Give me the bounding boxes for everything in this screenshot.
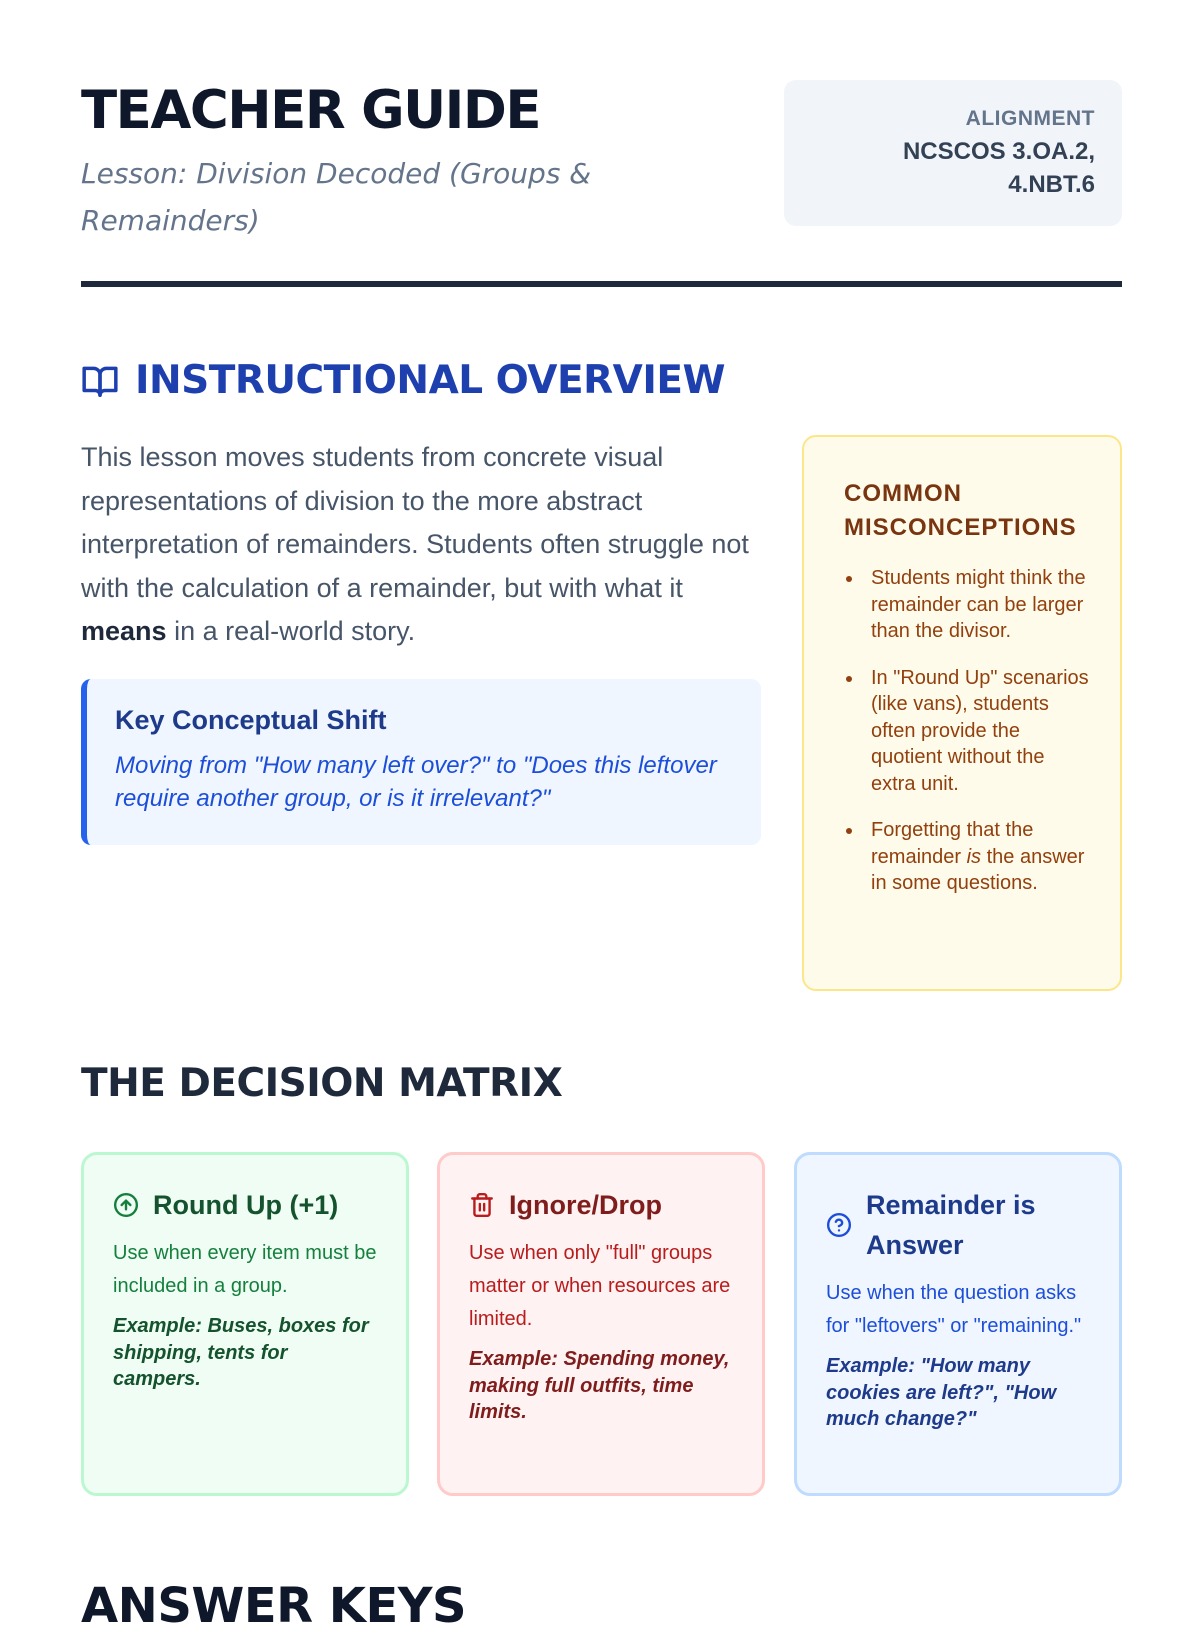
arrow-up-circle-icon [113,1192,139,1218]
ignore-drop-card [437,1152,765,1496]
misconception-item [844,817,1090,897]
card-description: Use when every item must be included in a group. [113,1242,377,1297]
alignment-value-line2: 4.NBT.6 [1008,171,1095,198]
misconception-item3-end: the answer in some questions. [871,845,1085,894]
card-title: Remainder is Answer [866,1190,1036,1260]
round-up-card [81,1152,409,1496]
misconception-item3-emphasis: is [966,845,982,868]
lesson-subtitle: Lesson: Division Decoded (Groups & Remainders) [81,157,592,237]
misconception-item: Students might think the remainder can be larger than the divisor. [844,565,1090,645]
misconceptions-box [802,435,1122,991]
key-shift-text: Moving from "How many left over?" to "Does this leftover require another group, or is it irrelevant?" [115,752,717,812]
answer-keys-heading: ANSWER KEYS [81,1578,467,1634]
book-open-icon [81,362,119,400]
overview-paragraph [81,436,761,654]
card-header [826,1185,1091,1265]
card-description: Use when the question asks for "leftovers" or "remaining." [826,1282,1082,1337]
misconception-item3-start: Forgetting that the remainder [871,819,1034,868]
misconceptions-list [844,565,1090,897]
key-shift-callout [81,679,761,845]
card-description: Use when only "full" groups matter or when resources are limited. [469,1242,731,1330]
overview-paragraph-emphasis: means [81,616,167,646]
alignment-label: ALIGNMENT [965,107,1095,130]
alignment-box [784,80,1122,226]
remainder-answer-card [794,1152,1122,1496]
card-example: Example: Spending money, making full outfits, time limits. [469,1348,730,1423]
card-title: Ignore/Drop [509,1190,662,1220]
help-circle-icon [826,1212,852,1238]
card-header [113,1185,378,1225]
card-example: Example: "How many cookies are left?", "How much change?" [826,1355,1057,1430]
overview-paragraph-end: in a real-world story. [166,616,416,646]
key-shift-title: Key Conceptual Shift [115,705,387,735]
page-title: TEACHER GUIDE [81,80,541,141]
header-divider [81,281,1122,287]
alignment-value [784,135,1095,201]
alignment-value-line1: NCSCOS 3.OA.2, [902,138,1095,165]
overview-heading [81,358,725,403]
misconception-item: In "Round Up" scenarios (like vans), students often provide the quotient without the extra unit. [844,665,1090,798]
card-title: Round Up (+1) [153,1190,339,1220]
card-header [469,1185,734,1225]
matrix-heading: THE DECISION MATRIX [81,1061,563,1106]
card-example: Example: Buses, boxes for shipping, tents for campers. [113,1315,369,1390]
trash-icon [469,1192,495,1218]
misconceptions-title: COMMON MISCONCEPTIONS [844,480,1077,541]
overview-paragraph-start: This lesson moves students from concrete visual representations of division to the more abstract interpretation of remainders. Students often struggle not with the calculation of a remainder, but with what it [81,442,749,603]
page-header [81,80,1121,290]
overview-heading-text: INSTRUCTIONAL OVERVIEW [135,358,725,403]
